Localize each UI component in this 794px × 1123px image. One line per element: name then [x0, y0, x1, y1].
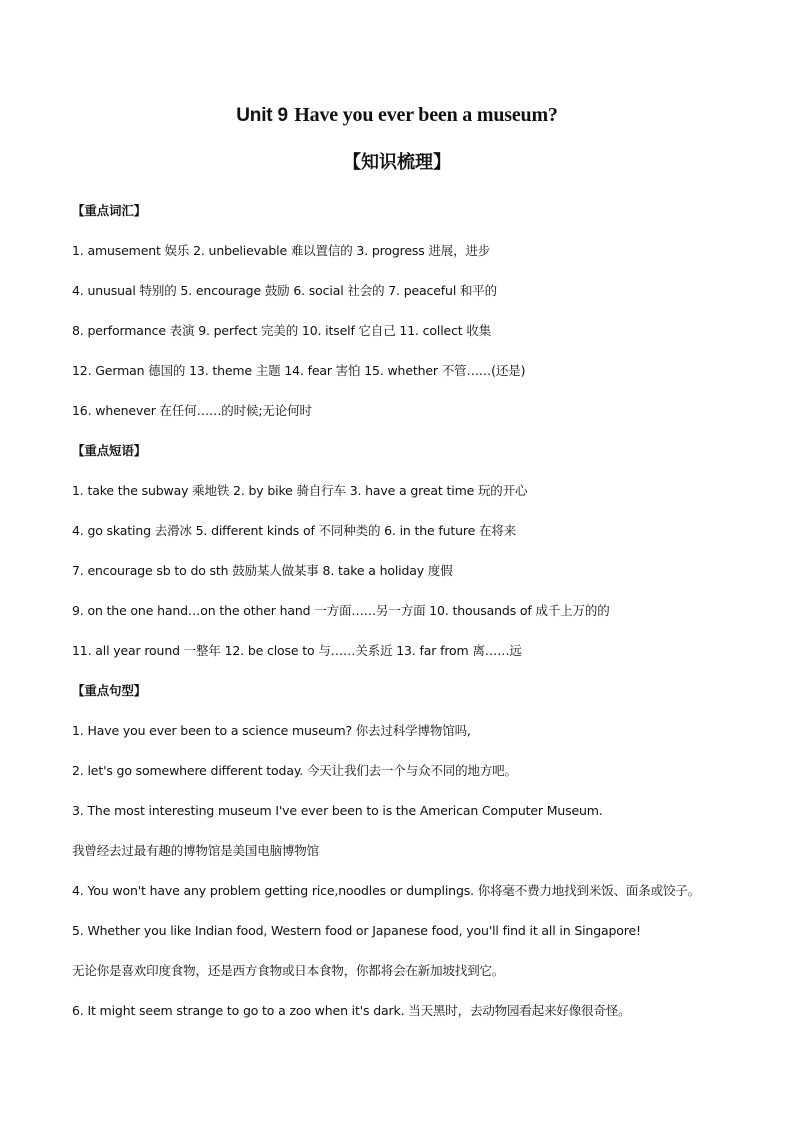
sentence-line: 我曾经去过最有趣的博物馆是美国电脑博物馆: [72, 843, 320, 858]
document-subtitle: 【知识梳理】: [343, 152, 451, 173]
sentence-line: 6. It might seem strange to go to a zoo when it's dark. 当天黑时，去动物园看起来好像很奇怪。: [72, 1003, 631, 1018]
vocab-line: 8. performance 表演 9. perfect 完美的 10. itself 它自己 11. collect 收集: [72, 323, 492, 338]
phrase-line: 9. on the one hand…on the other hand 一方面……另一方面 10. thousands of 成千上万的的: [72, 603, 610, 618]
phrase-line: 1. take the subway 乘地铁 2. by bike 骑自行车 3. have a great time 玩的开心: [72, 483, 528, 498]
vocab-line: 4. unusual 特别的 5. encourage 鼓励 6. social 社会的 7. peaceful 和平的: [72, 283, 498, 298]
vocab-heading: 【重点词汇】: [72, 203, 147, 218]
sentence-line: 2. let's go somewhere different today. 今天让我们去一个与众不同的地方吧。: [72, 763, 517, 778]
vocab-line: 16. whenever 在任何……的时候;无论何时: [72, 403, 312, 418]
title-unit: Unit 9: [236, 105, 288, 126]
phrase-line: 7. encourage sb to do sth 鼓励某人做某事 8. take a holiday 度假: [72, 563, 453, 578]
sentence-line: 4. You won't have any problem getting rice,noodles or dumplings. 你将毫不费力地找到米饭、面条或饺子。: [72, 883, 701, 898]
sentence-line: 5. Whether you like Indian food, Western food or Japanese food, you'll find it all in Singapore!: [72, 923, 641, 938]
phrase-line: 11. all year round 一整年 12. be close to 与……关系近 13. far from 离……远: [72, 643, 522, 658]
sentence-line: 1. Have you ever been to a science museum? 你去过科学博物馆吗,: [72, 723, 471, 738]
document-content: [72, 203, 762, 1043]
sentence-line: 3. The most interesting museum I've ever been to is the American Computer Museum.: [72, 803, 603, 818]
vocab-line: 12. German 德国的 13. theme 主题 14. fear 害怕 15. whether 不管……(还是): [72, 363, 526, 378]
sentences-heading: 【重点句型】: [72, 683, 147, 698]
document-title: [0, 104, 794, 127]
title-text: Have you ever been a museum?: [294, 104, 558, 126]
vocab-line: 1. amusement 娱乐 2. unbelievable 难以置信的 3. progress 进展，进步: [72, 243, 491, 258]
sentence-line: 无论你是喜欢印度食物，还是西方食物或日本食物，你都将会在新加坡找到它。: [72, 963, 505, 978]
phrases-heading: 【重点短语】: [72, 443, 147, 458]
phrase-line: 4. go skating 去滑冰 5. different kinds of 不同种类的 6. in the future 在将来: [72, 523, 517, 538]
